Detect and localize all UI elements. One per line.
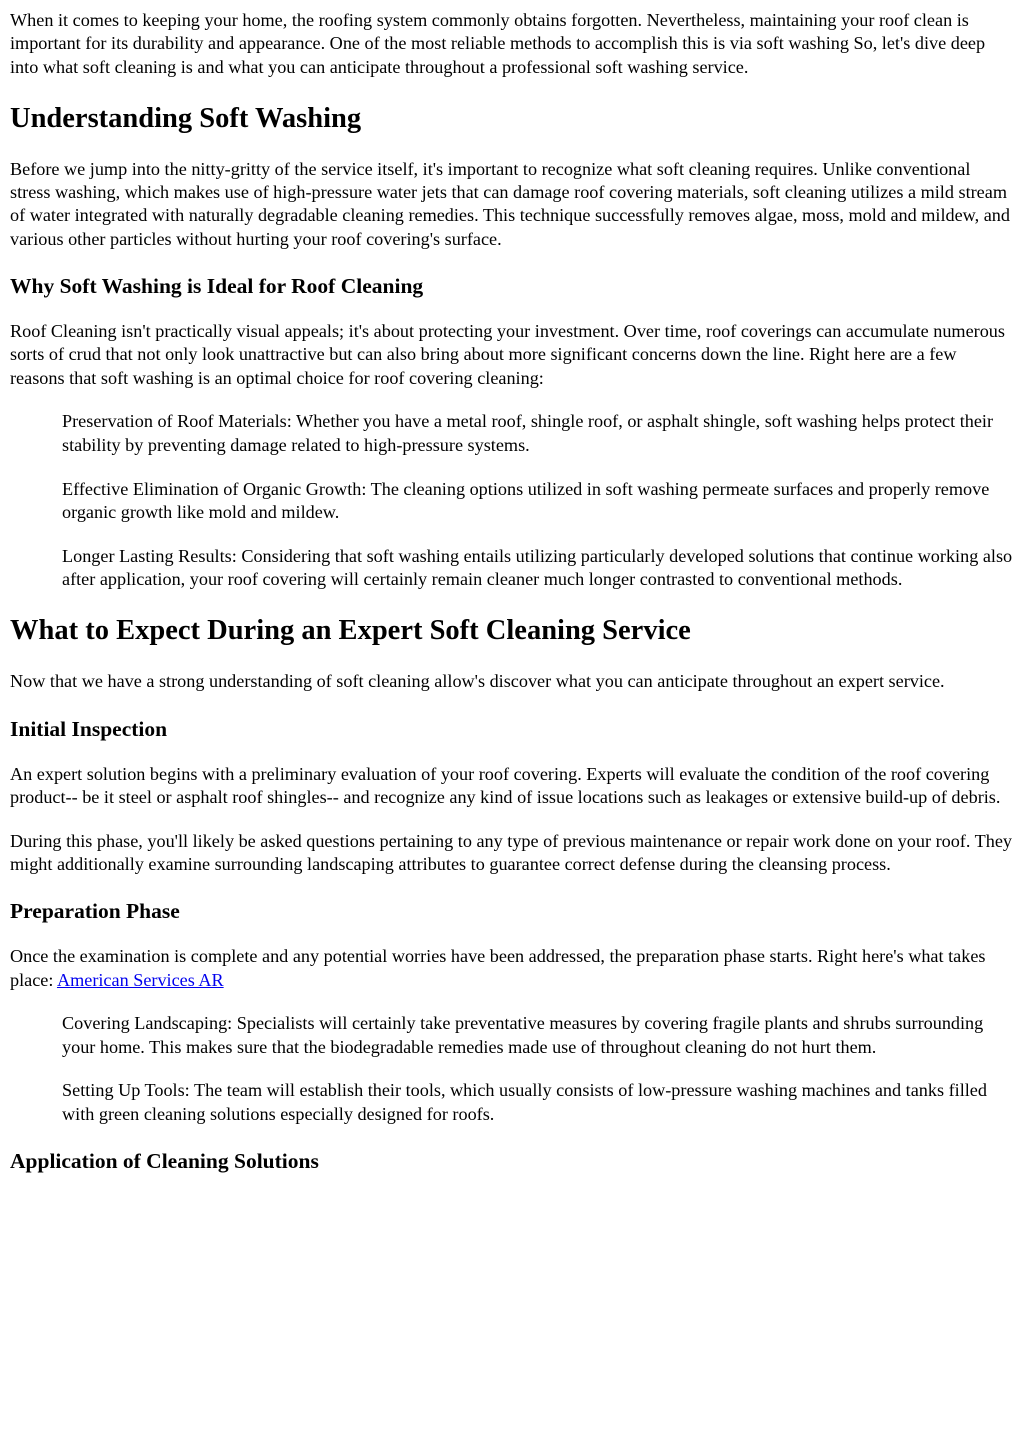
list-item: Covering Landscaping: Specialists will certainly take preventative measures by covering fragile plants and shrubs surrounding your home. This makes sure that the biodegradable remedies made use of throughout cleaning do not hurt them.	[62, 1013, 984, 1057]
inspection-paragraph-2: During this phase, you'll likely be asked questions pertaining to any type of previous maintenance or repair work done on your roof. They might additionally examine surrounding landscaping attributes to guarantee correct defense during the cleansing process.	[10, 830, 1012, 874]
heading-application-of-cleaning-solutions: Application of Cleaning Solutions	[10, 1149, 319, 1174]
heading-what-to-expect: What to Expect During an Expert Soft Cleaning Service	[10, 615, 691, 647]
heading-understanding-soft-washing: Understanding Soft Washing	[10, 102, 362, 134]
list-item: Longer Lasting Results: Considering that soft washing entails utilizing particularly developed solutions that continue working also after application, your roof covering will certainly remain cleaner much longer contrasted to conventional methods.	[62, 545, 1013, 589]
heading-preparation-phase: Preparation Phase	[10, 899, 180, 924]
american-services-link[interactable]: American Services AR	[56, 969, 224, 990]
inspection-paragraph-1: An expert solution begins with a preliminary evaluation of your roof covering. Experts will evaluate the condition of the roof covering product-- be it steel or asphalt roof shingles-- and recognize any kind of issue locations such as leakages or extensive build-up of debris.	[10, 763, 1001, 807]
list-item: Setting Up Tools: The team will establish their tools, which usually consists of low-pressure washing machines and tanks filled with green cleaning solutions especially designed for roofs.	[62, 1080, 987, 1124]
list-item: Preservation of Roof Materials: Whether you have a metal roof, shingle roof, or asphalt shingle, soft washing helps protect their stability by preventing damage related to high-pressure systems.	[62, 411, 994, 455]
preparation-list	[10, 1012, 1014, 1126]
heading-why-soft-washing: Why Soft Washing is Ideal for Roof Cleaning	[10, 274, 424, 299]
intro-paragraph: When it comes to keeping your home, the roofing system commonly obtains forgotten. Nevertheless, maintaining your roof clean is important for its durability and appearance. One of the most reliable methods to accomplish this is via soft washing So, let's dive deep into what soft cleaning is and what you can anticipate throughout a professional soft washing service.	[10, 10, 986, 77]
why-paragraph: Roof Cleaning isn't practically visual appeals; it's about protecting your investment. Over time, roof coverings can accumulate numerous sorts of crud that not only look unattractive but can also bring about more significant concerns down the line. Right here are a few reasons that soft washing is an optimal choice for roof covering cleaning:	[10, 321, 1005, 388]
heading-initial-inspection: Initial Inspection	[10, 716, 168, 741]
understanding-paragraph: Before we jump into the nitty-gritty of the service itself, it's important to recognize what soft cleaning requires. Unlike conventional stress washing, which makes use of high-pressure water jets that can damage roof covering materials, soft cleaning utilizes a mild stream of water integrated with naturally degradable cleaning remedies. This technique successfully removes algae, moss, mold and mildew, and various other particles without hurting your roof covering's surface.	[10, 158, 1010, 249]
preparation-text: Once the examination is complete and any potential worries have been addressed, the preparation phase starts. Right here's what takes place:	[10, 946, 986, 990]
list-item: Effective Elimination of Organic Growth: The cleaning options utilized in soft washing permeate surfaces and properly remove organic growth like mold and mildew.	[62, 478, 990, 522]
benefits-list	[10, 410, 1014, 591]
expect-paragraph: Now that we have a strong understanding of soft cleaning allow's discover what you can anticipate throughout an expert service.	[10, 671, 945, 692]
preparation-paragraph	[10, 945, 1014, 992]
